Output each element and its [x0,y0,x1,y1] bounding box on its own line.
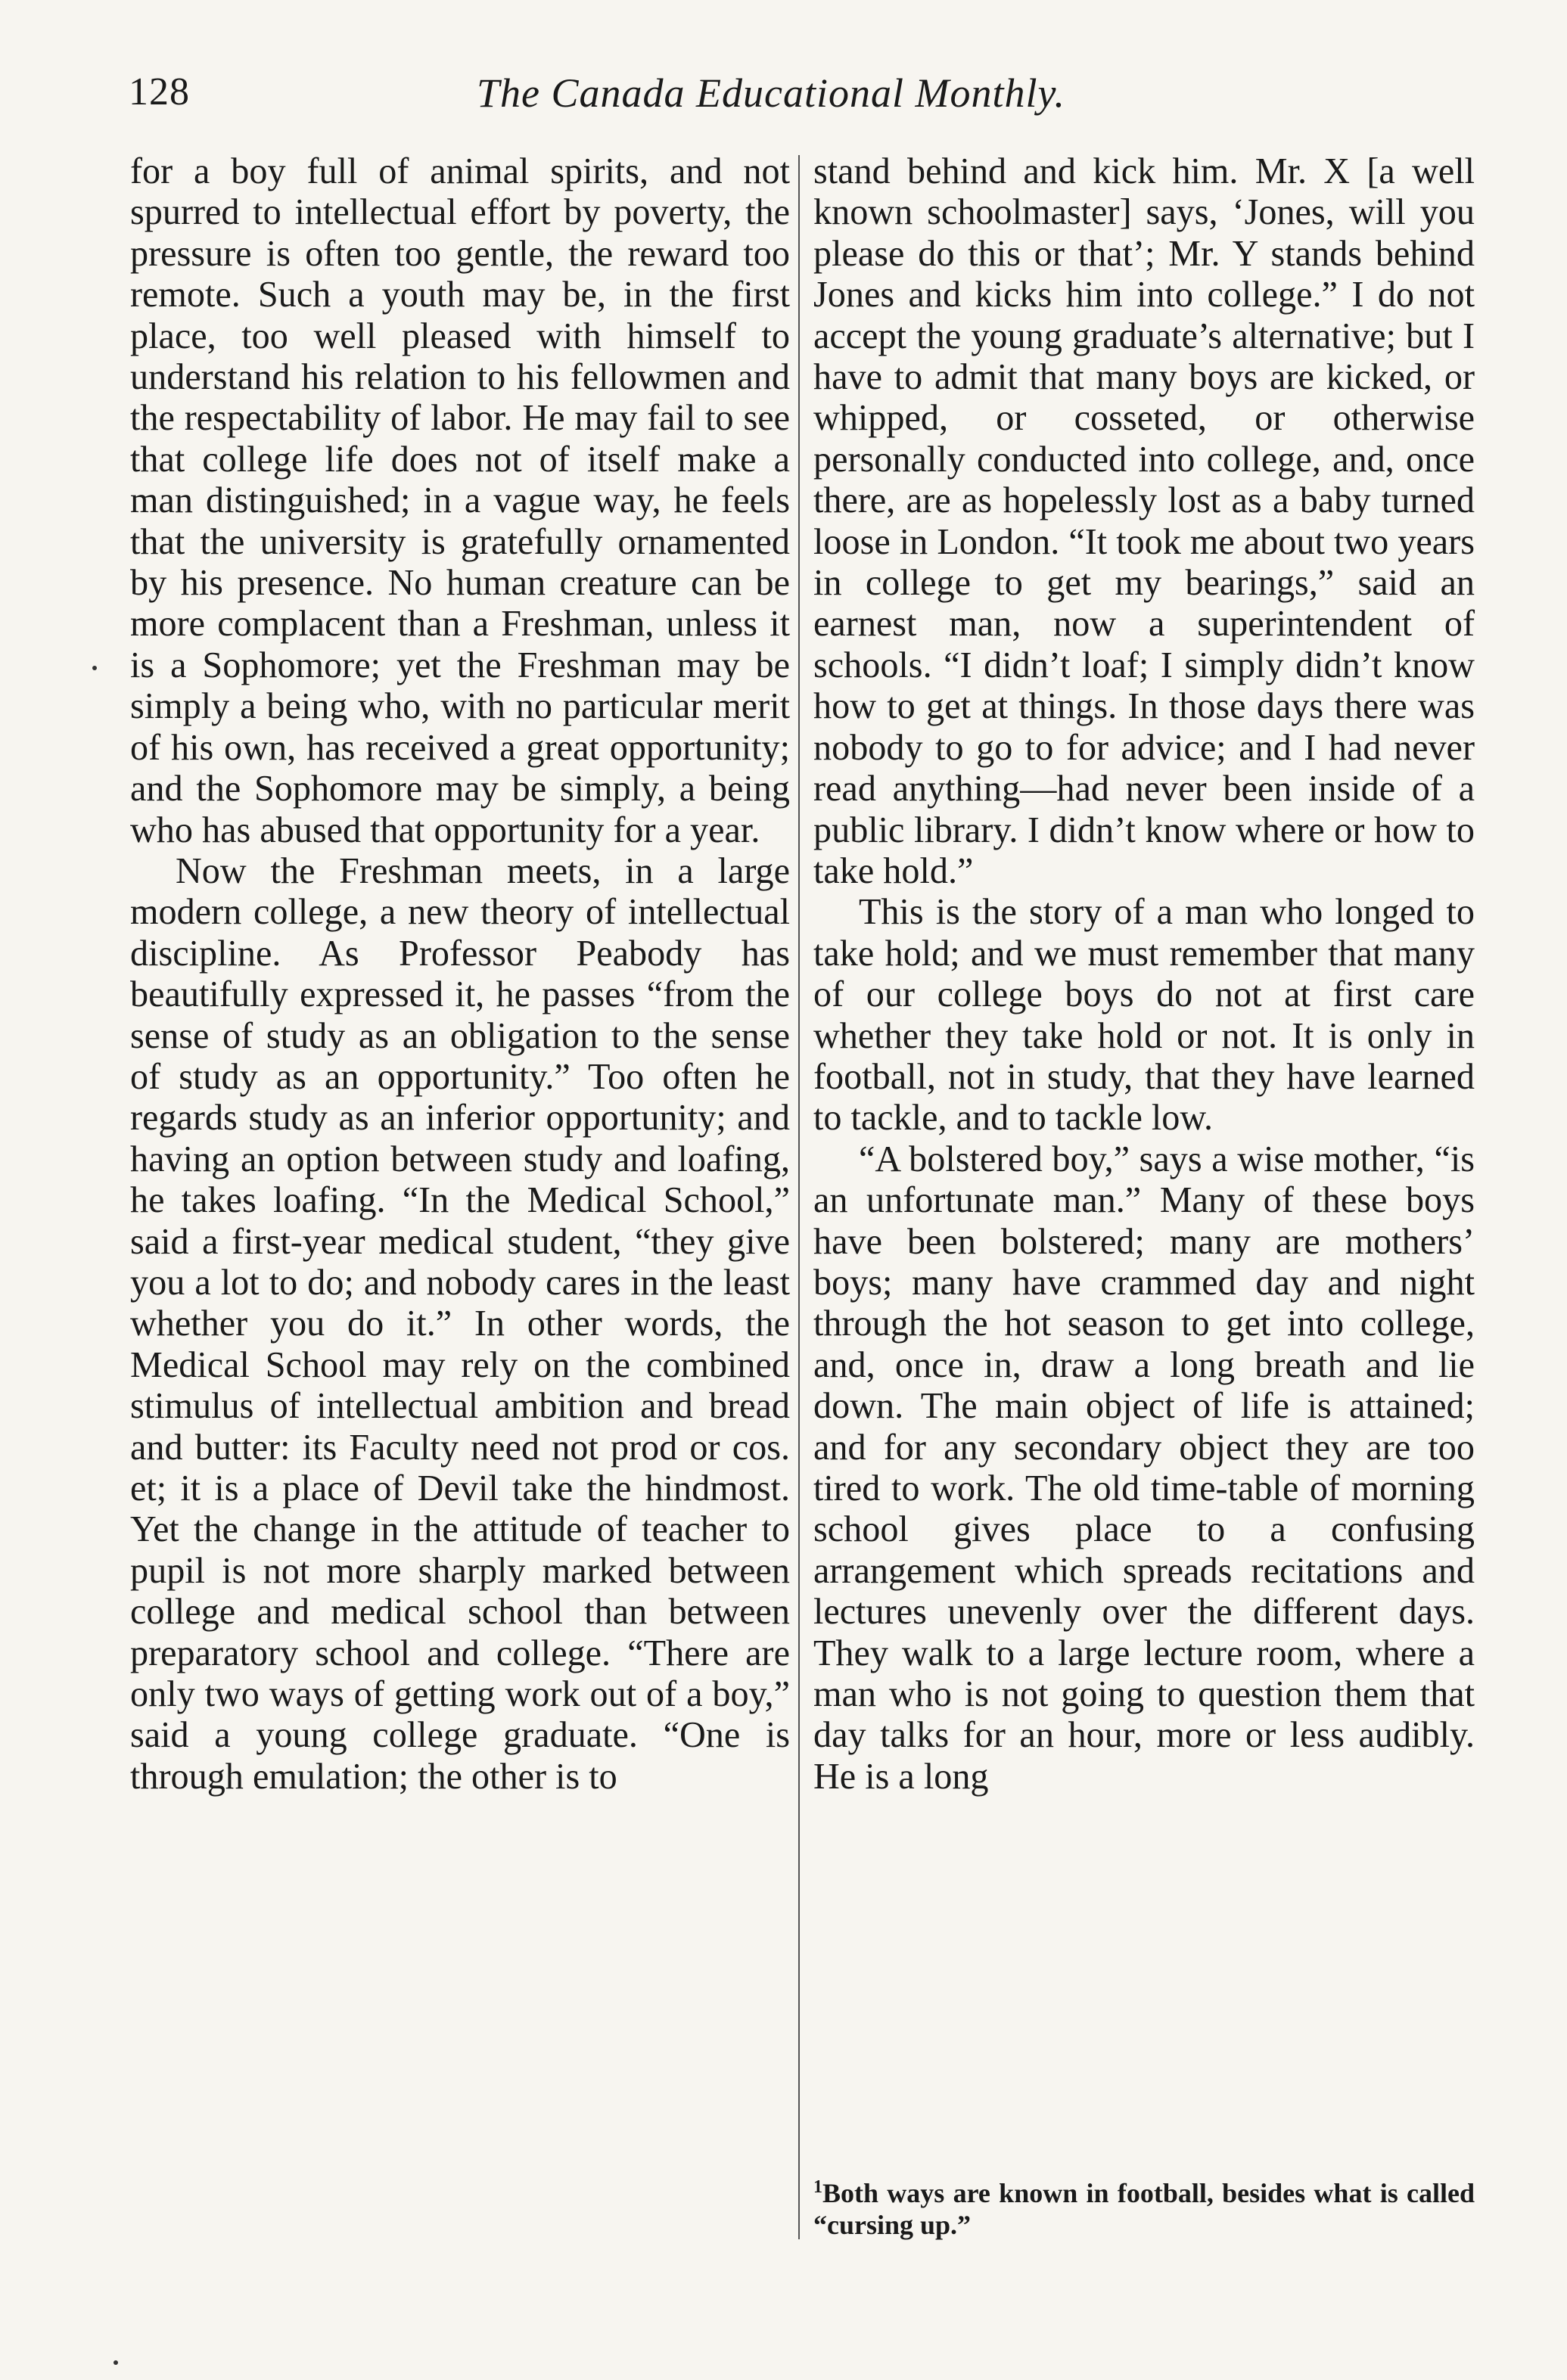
footnote-marker: 1 [813,2177,822,2197]
footnote [813,2177,1475,2241]
running-title: The Canada Educational Monthly. [477,70,1065,116]
print-speck [92,666,97,670]
left-paragraph-2: Now the Freshman meets, in a large modern college, a new theory of intellectual discipline. As Professor Peabody has beautifully expressed it, he passes “from the sense of study as an obligation to the sense of study as an opportunity.” Too often he regards study as an inferior opportunity; and having an option between study and loafing, he takes loafing. “In the Medical School,” said a first-year medical student, “they give you a lot to do; and nobody cares in the least whether you do it.” In other words, the Medical School may rely on the combined stimulus of intellectual ambition and bread and butter: its Faculty need not prod or cos. et; it is a place of Devil take the hindmost. Yet the change in the attitude of teacher to pupil is not more sharply marked between college and medical school than between preparatory school and college. “There are only two ways of getting work out of a boy,” said a young college graduate. “One is through emulation; the other is to [130,850,790,1797]
footnote-text: Both ways are known in football, besides what is called “cursing up.” [813,2178,1475,2240]
page-header [129,70,1461,130]
column-divider [798,155,800,2239]
right-paragraph-1: stand behind and kick him. Mr. X [a well known schoolmaster] says, ‘Jones, will you please do this or that’; Mr. Y stands behind Jones and kicks him into college.” I do not accept the young graduate’s alternative; but I have to admit that many boys are kicked, or whipped, or cosseted, or otherwise personally conducted into college, and, once there, are as hopelessly lost as a baby turned loose in London. “It took me about two years in college to get my bearings,” said an earnest man, now a superintendent of schools. “I didn’t loaf; I simply didn’t know how to get at things. In those days there was nobody to go to for advice; and I had never read anything—had never been inside of a public library. I didn’t know where or how to take hold.” [813,151,1475,891]
left-column [130,151,790,1797]
page-number: 128 [129,70,190,113]
print-speck [113,2360,118,2365]
right-column [813,151,1475,1797]
left-paragraph-1: for a boy full of animal spirits, and not spurred to intellectual effort by poverty, the pressure is often too gentle, the reward too remote. Such a youth may be, in the first place, too well pleased with himself to understand his relation to his fellowmen and the respectability of labor. He may fail to see that college life does not of itself make a man distinguished; in a vague way, he feels that the university is gratefully ornamented by his presence. No human creature can be more complacent than a Freshman, unless it is a Sophomore; yet the Freshman may be simply a being who, with no particular merit of his own, has received a great opportunity; and the Sophomore may be simply, a being who has abused that opportunity for a year. [130,151,790,850]
right-paragraph-2: This is the story of a man who longed to take hold; and we must remember that many of our college boys do not at first care whether they take hold or not. It is only in football, not in study, that they have learned to tackle, and to tackle low. [813,892,1475,1139]
right-paragraph-3: “A bolstered boy,” says a wise mother, “is an unfortunate man.” Many of these boys have been bolstered; many are mothers’ boys; many have crammed day and night through the hot season to get into college, and, once in, draw a long breath and lie down. The main object of life is attained; and for any secondary object they are too tired to work. The old time-table of morning school gives place to a confusing arrangement which spreads recitations and lectures unevenly over the different days. They walk to a large lecture room, where a man who is not going to question them that day talks for an hour, more or less audibly. He is a long [813,1139,1475,1797]
